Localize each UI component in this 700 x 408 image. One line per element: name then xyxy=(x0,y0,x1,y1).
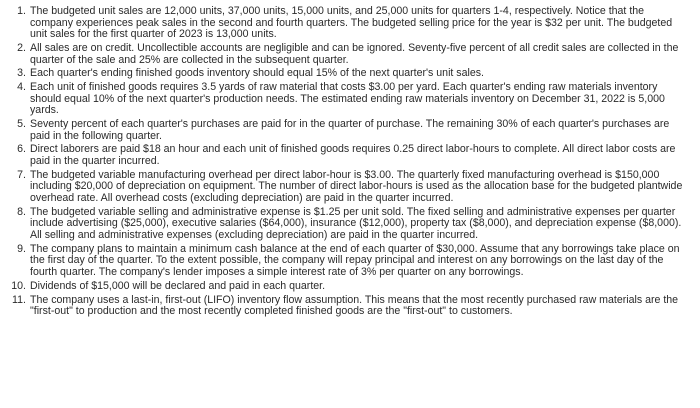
list-item xyxy=(4,170,686,205)
item-number: 5. xyxy=(17,118,26,131)
item-text: Seventy percent of each quarter's purchases are paid for in the quarter of purchase. The remaining 30% of each quarter's purchases are paid in the following quarter. xyxy=(30,118,670,142)
list-item xyxy=(4,207,686,242)
item-number: 4. xyxy=(17,81,26,94)
item-text: The company uses a last-in, first-out (LIFO) inventory flow assumption. This means that the most recently purchased raw materials are the "first-out" to production and the most recently completed finished goods are the "first-out" to customers. xyxy=(30,293,679,318)
assumptions-list xyxy=(4,6,686,318)
list-item xyxy=(4,295,686,318)
item-text: Direct laborers are paid $18 an hour and each unit of finished goods requires 0.25 direct labor-hours to complete. All direct labor costs are paid in the quarter incurred. xyxy=(30,143,676,168)
item-number: 11. xyxy=(12,293,26,306)
item-text: Each unit of finished goods requires 3.5 yards of raw material that costs $3.00 per yard. Each quarter's ending raw materials inventory should equal 10% of the next quarter's production needs. The estimated ending raw materials inventory on December 31, 2022 is 5,000 yards. xyxy=(30,81,665,117)
list-item xyxy=(4,82,686,117)
list-item xyxy=(4,144,686,167)
item-number: 7. xyxy=(17,168,26,181)
item-number: 1. xyxy=(17,5,26,17)
item-text: The budgeted variable selling and administrative expense is $1.25 per unit sold. The fixed selling and administrative expenses per quarter include advertising ($25,000), executive salaries ($64,000), insurance ($12,000), property tax ($8,000), and depreciation expense ($8,000). All selling and administrative expenses (excluding depreciation) are paid in the quarter incurred. xyxy=(30,205,682,241)
item-number: 2. xyxy=(17,41,26,54)
list-item xyxy=(4,244,686,279)
item-text: The budgeted unit sales are 12,000 units, 37,000 units, 15,000 units, and 25,000 units for quarters 1-4, respectively. Notice that the company experiences peak sales in the second and fourth quarters. The budgeted selling price for the year is $32 per unit. The budgeted unit sales for the first quarter of 2023 is 13,000 units. xyxy=(30,5,673,41)
item-number: 3. xyxy=(17,67,26,80)
list-item xyxy=(4,6,686,41)
item-text: All sales are on credit. Uncollectible accounts are negligible and can be ignored. Seventy-five percent of all credit sales are collected in the quarter of the sale and 25% are collected in the subsequent quarter. xyxy=(30,41,679,66)
list-item xyxy=(4,68,686,80)
list-item xyxy=(4,119,686,142)
item-text: The company plans to maintain a minimum cash balance at the end of each quarter of $30,000. Assume that any borrowings take place on the first day of the quarter. To the extent possible, the company will repay principal and interest on any borrowings on the last day of the fourth quarter. The company's lender imposes a simple interest rate of 3% per quarter on any borrowings. xyxy=(30,242,680,278)
item-number: 8. xyxy=(17,205,26,218)
list-item xyxy=(4,281,686,293)
item-number: 6. xyxy=(17,143,26,156)
list-item xyxy=(4,43,686,66)
item-text: The budgeted variable manufacturing overhead per direct labor-hour is $3.00. The quarterly fixed manufacturing overhead is $150,000 including $20,000 of depreciation on equipment. The number of direct labor-hours is used as the allocation base for the budgeted plantwide overhead rate. All overhead costs (excluding depreciation) are paid in the quarter incurred. xyxy=(30,168,683,205)
item-number: 9. xyxy=(17,242,26,255)
item-number: 10. xyxy=(11,279,26,292)
item-text: Dividends of $15,000 will be declared and paid in each quarter. xyxy=(30,279,326,292)
item-text: Each quarter's ending finished goods inventory should equal 15% of the next quarter's unit sales. xyxy=(30,67,484,80)
